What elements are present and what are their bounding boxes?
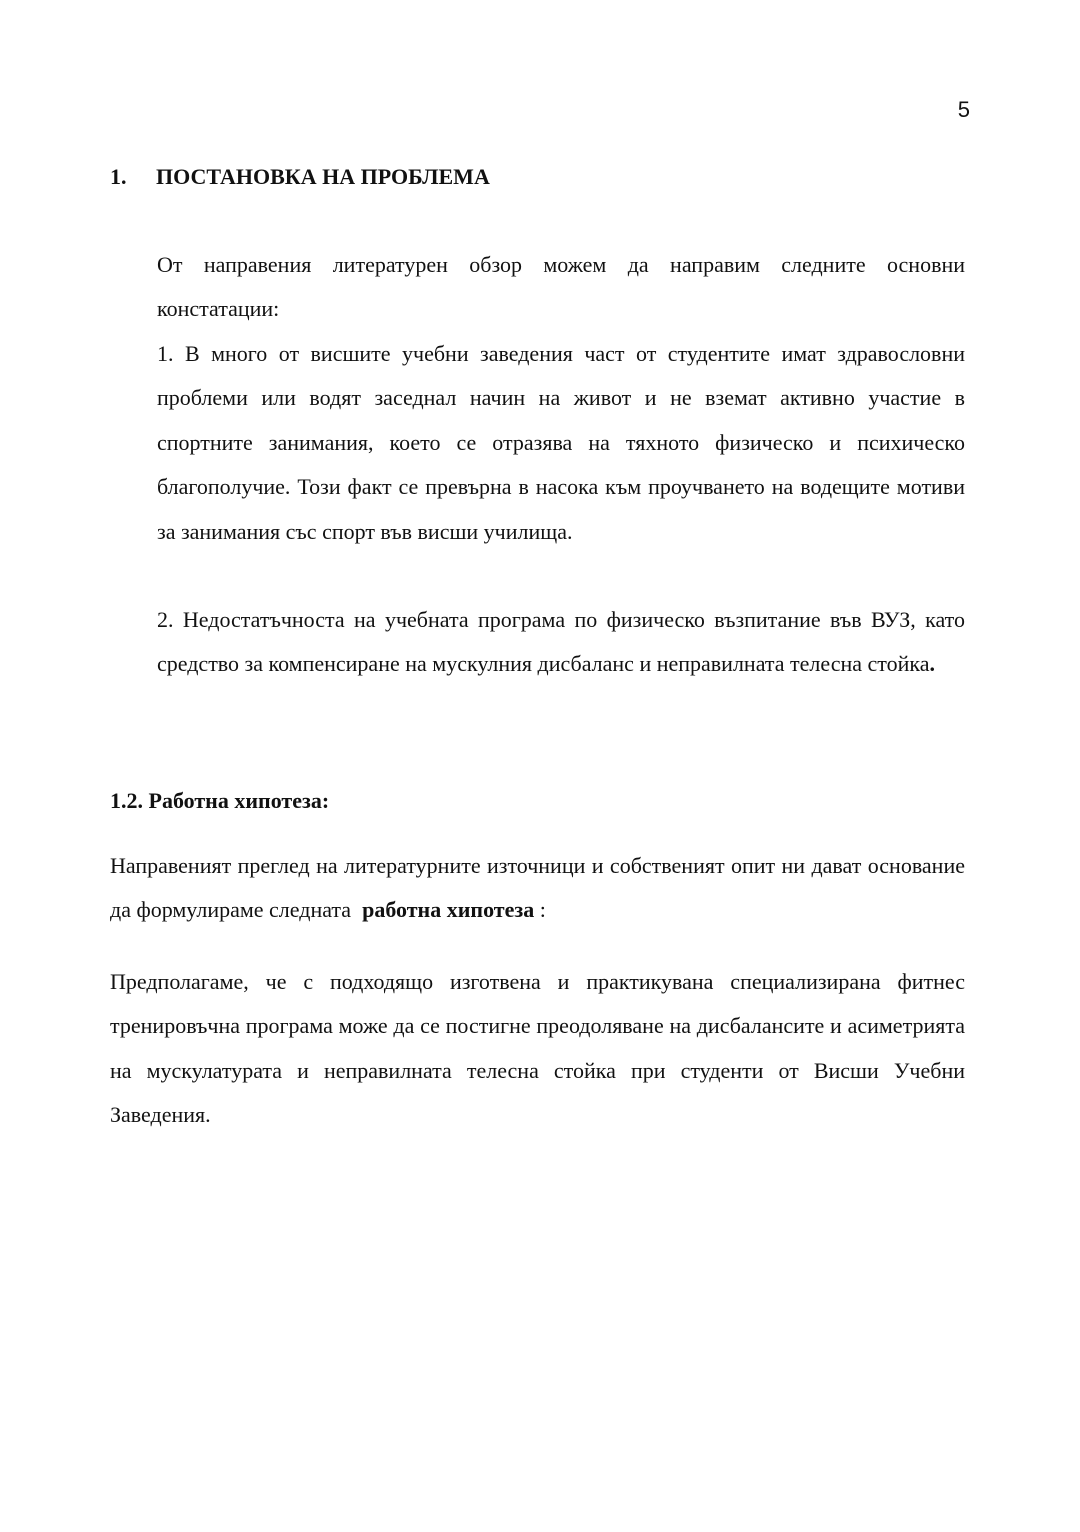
basis-bold-term: работна хипотеза — [362, 897, 535, 923]
intro-paragraph: От направения литературен обзор можем да направим следните основни констатации: — [157, 252, 965, 322]
subsection-heading: 1.2. Работна хипотеза: — [110, 788, 330, 813]
basis-text: Направеният преглед на литературните източници и собственият опит ни дават основание да формулираме следната — [110, 853, 965, 923]
finding-2-period: . — [929, 651, 936, 677]
section-title: ПОСТАНОВКА НА ПРОБЛЕМА — [156, 164, 490, 189]
section-heading — [110, 162, 490, 192]
section-number: 1. — [110, 164, 127, 189]
finding-2-text: 2. Недостатъчноста на учебната програма по физическо възпитание във ВУЗ, като средство за компенсиране на мускулния дисбаланс и неправилната телесна стойка — [157, 607, 965, 677]
finding-1-paragraph: 1. В много от висшите учебни заведения част от студентите имат здравословни проблеми или водят заседнал начин на живот и не вземат активно участие в спортните занимания, което се отразява на тяхното физическо и психическо благополучие. Този факт се превърна в насока към проучването на водещите мотиви за занимания със спорт във висши училища. — [157, 341, 965, 544]
basis-paragraph — [110, 844, 965, 933]
finding-2-paragraph — [157, 598, 965, 687]
page-number: 5 — [957, 97, 970, 122]
hypothesis-paragraph: Предполагаме, че с подходящо изготвена и практикувана специализирана фитнес тренировъчна програма може да се постигне преодоляване на дисбалансите и асиметрията на мускулатурата и неправилната телесна стойка при студенти от Висши Учебни Заведения. — [110, 969, 965, 1128]
basis-end: : — [534, 897, 546, 923]
